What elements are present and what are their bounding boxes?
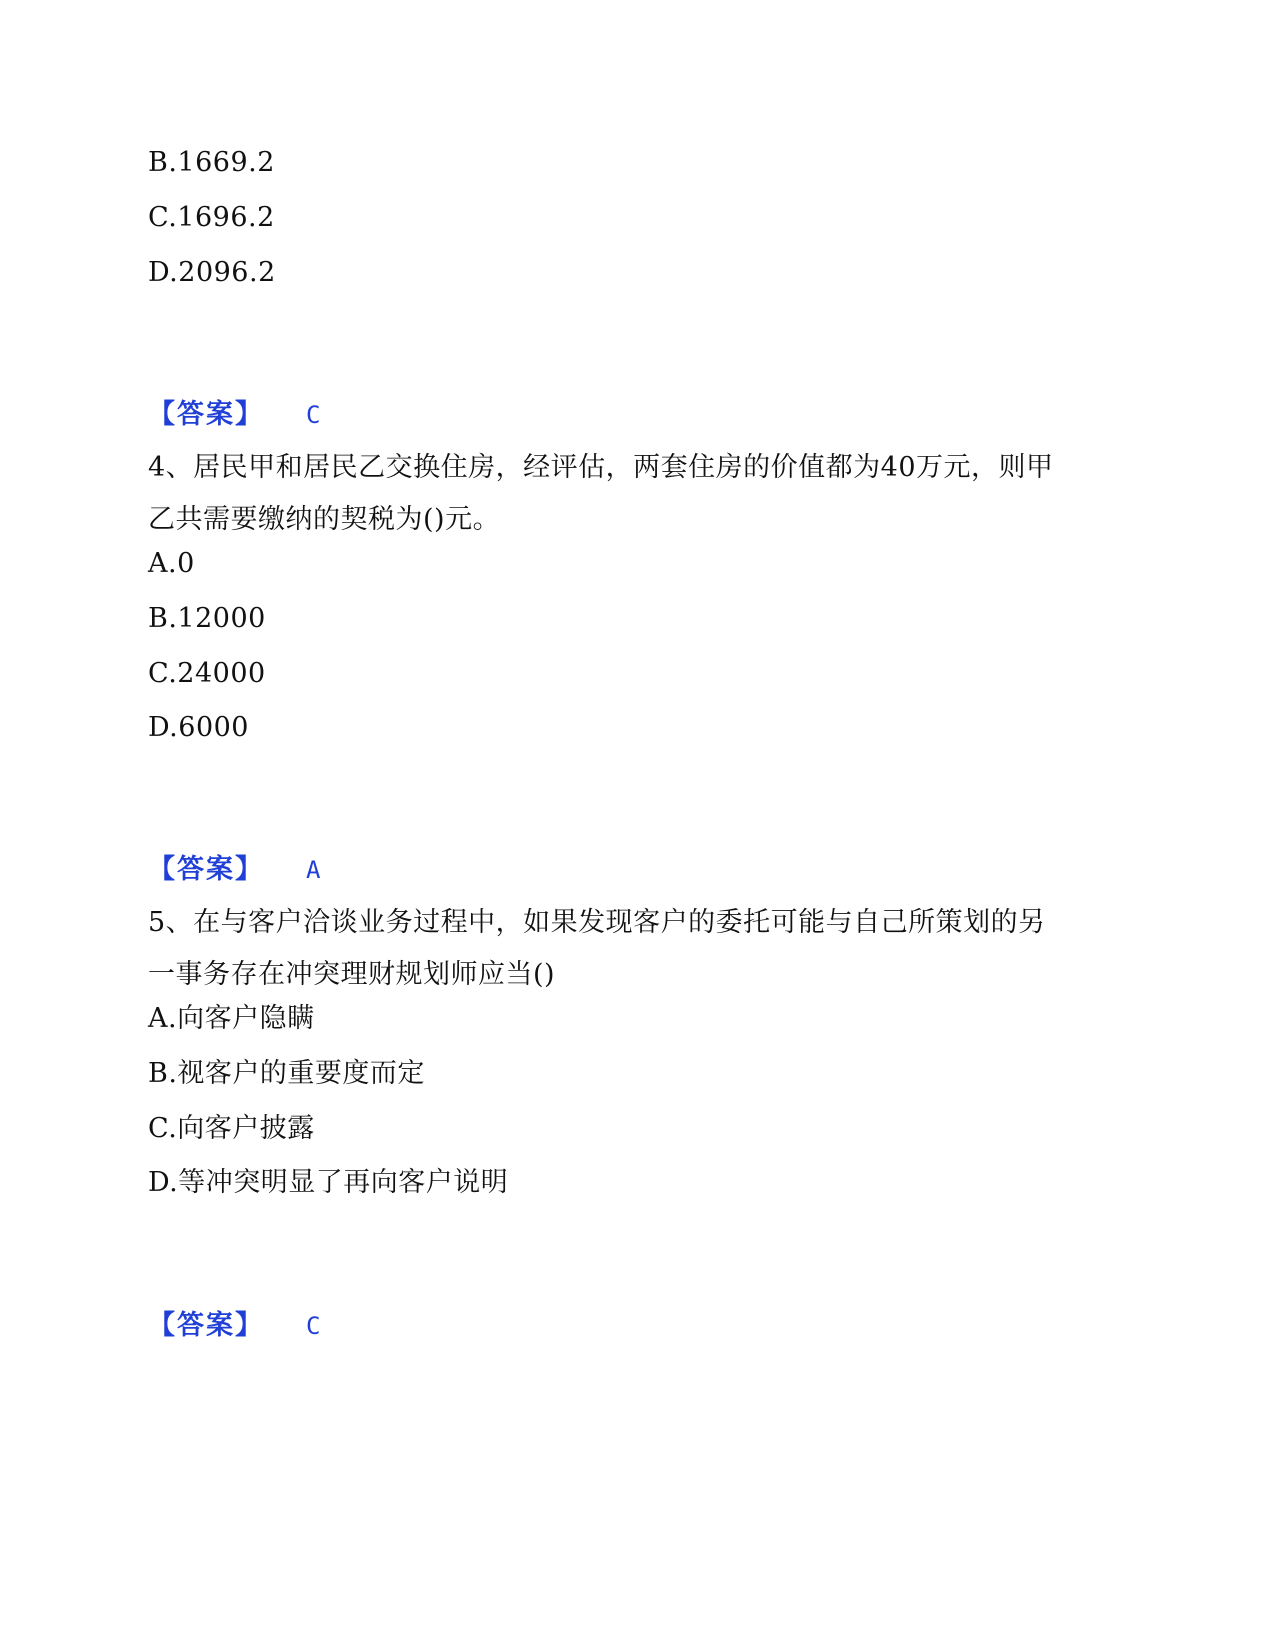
q4-option-a: A.0 bbox=[148, 548, 195, 579]
q3-option-d: D.2096.2 bbox=[148, 257, 276, 288]
answer-value: A bbox=[306, 856, 321, 884]
q4-option-b: B.12000 bbox=[148, 603, 266, 634]
q5-option-b: B.视客户的重要度而定 bbox=[148, 1058, 425, 1089]
answer-tag: 【答案】 bbox=[148, 854, 264, 885]
q5-stem-line2: 一事务存在冲突理财规划师应当() bbox=[148, 959, 556, 990]
q4-stem-line2: 乙共需要缴纳的契税为()元。 bbox=[148, 504, 501, 535]
q3-answer bbox=[148, 398, 320, 432]
q4-option-d: D.6000 bbox=[148, 712, 249, 743]
answer-value: C bbox=[306, 1312, 321, 1340]
q4-option-c: C.24000 bbox=[148, 658, 266, 689]
q5-option-d: D.等冲突明显了再向客户说明 bbox=[148, 1167, 509, 1198]
answer-tag: 【答案】 bbox=[148, 1310, 264, 1341]
answer-value: C bbox=[306, 401, 321, 429]
q3-option-c: C.1696.2 bbox=[148, 202, 275, 233]
q5-option-c: C.向客户披露 bbox=[148, 1113, 315, 1144]
q4-stem-line1: 4、居民甲和居民乙交换住房，经评估，两套住房的价值都为40万元，则甲 bbox=[148, 452, 1054, 483]
answer-tag: 【答案】 bbox=[148, 399, 264, 430]
q3-option-b: B.1669.2 bbox=[148, 147, 275, 178]
q4-answer bbox=[148, 853, 320, 887]
q5-stem-line1: 5、在与客户洽谈业务过程中，如果发现客户的委托可能与自己所策划的另 bbox=[148, 907, 1046, 938]
q5-option-a: A.向客户隐瞒 bbox=[148, 1003, 315, 1034]
q5-answer bbox=[148, 1309, 320, 1343]
